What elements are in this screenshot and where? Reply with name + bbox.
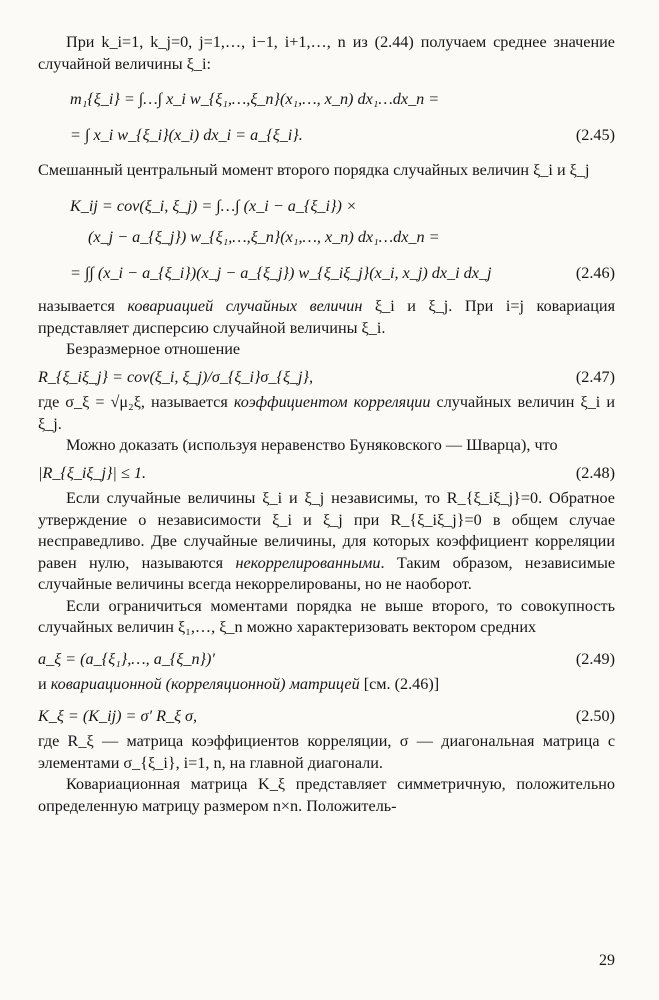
paragraph-symmetric: Ковариационная матрица K_ξ представляет симметричную, положительно определенную матрицу размером n×n. Положитель- [38,775,615,815]
paragraph-mean-intro: При k_i=1, k_j=0, j=1,…, i−1, i+1,…, n из (2.44) получаем среднее значение случайной величины ξ_i: [38,33,615,73]
text: где σ_ξ = √μ₂ξ, называется [38,393,234,411]
text: Если случайные величины ξ_i и ξ_j независимы, то R_{ξ_iξ_j}=0. Обратное утверждение о независимости ξ_i и ξ_j при R_{ξ_iξ_j}=0 в общем случае несправедливо. Две случайные величины, для которых коэффициент корреляции равен нулю, называются [38,489,615,572]
text: ξ_i и ξ_j. При i=j ковариация представляет дисперсию случайной величины ξ_i. [38,297,616,337]
equation-body: a_ξ = (a_{ξ₁},…, a_{ξ_n})′ [38,649,215,668]
equation-body: (x_j − a_{ξ_j}) w_{ξ₁,…,ξ_n}(x₁,…, x_n) dx₁…dx_n = [88,228,440,246]
paragraph-independence [38,488,615,596]
paragraph-proof: Можно доказать (используя неравенство Буняковского — Шварца), что [66,436,558,454]
equation-body: = ∫ x_i w_{ξ_i}(x_i) dx_i = a_{ξ_i}. [70,125,303,144]
equation-body: m₁{ξ_i} = ∫…∫ x_i w_{ξ₁,…,ξ_n}(x₁,…, x_n) dx₁…dx_n = [70,90,440,108]
term-cov-matrix: ковариационной (корреляционной) матрицей [50,675,360,693]
equation-2-46 [38,263,615,285]
paragraph-mixed-moment: Смешанный центральный момент второго порядка случайных величин ξ_i и ξ_j [38,161,590,179]
equation-number: (2.46) [575,263,615,282]
equation-2-47 [38,367,615,389]
equation-covariance-line1 [38,196,615,218]
paragraph-r-matrix: где R_ξ — матрица коэффициентов корреляции, σ — диагональная матрица с элементами σ_{ξ_i}, i=1, n, на главной диагонали. [38,732,615,772]
text: [см. (2.46)] [359,675,440,693]
page-body [38,32,615,817]
equation-body: |R_{ξ_iξ_j}| ≤ 1. [38,463,146,482]
paragraph-ratio: Безразмерное отношение [66,340,241,358]
equation-2-45 [38,125,615,147]
equation-covariance-line2 [38,227,615,249]
equation-body: K_ij = cov(ξ_i, ξ_j) = ∫…∫ (x_i − a_{ξ_i}) × [70,196,357,215]
equation-number: (2.48) [575,463,615,482]
text: случайных величин ξ_i и ξ_j. [38,393,615,433]
equation-body: = ∫∫ (x_i − a_{ξ_i})(x_j − a_{ξ_j}) w_{ξ_iξ_j}(x_i, x_j) dx_i dx_j [70,263,492,282]
equation-2-50 [38,706,615,728]
equation-mean-integral [38,89,615,111]
equation-body: R_{ξ_iξ_j} = cov(ξ_i, ξ_j)/σ_{ξ_i}σ_{ξ_j}, [38,367,314,386]
page-number: 29 [599,952,615,969]
equation-number: (2.49) [575,649,615,668]
term-correlation: коэффициентом корреляции [233,393,431,411]
equation-2-48 [38,463,615,485]
term-covariance: ковариацией случайных величин [127,297,363,315]
term-uncorrelated: некоррелированными [235,553,381,572]
paragraph-correlation-def [38,392,615,435]
equation-body: K_ξ = (K_ij) = σ′ R_ξ σ, [38,706,198,725]
paragraph-covariance-def [38,296,615,339]
equation-number: (2.47) [575,367,615,386]
equation-2-49 [38,649,615,671]
text: и [38,675,51,693]
equation-number: (2.45) [575,125,615,144]
equation-number: (2.50) [575,706,615,725]
paragraph-cov-matrix [38,674,615,696]
text: называется [38,297,128,315]
text: . Таким образом, независимые случайные величины всегда некоррелированы, но не наоборот. [38,553,615,593]
paragraph-moments: Если ограничиться моментами порядка не выше второго, то совокупность случайных величин ξ₁,…, ξ_n можно характеризовать вектором средних [38,596,615,636]
